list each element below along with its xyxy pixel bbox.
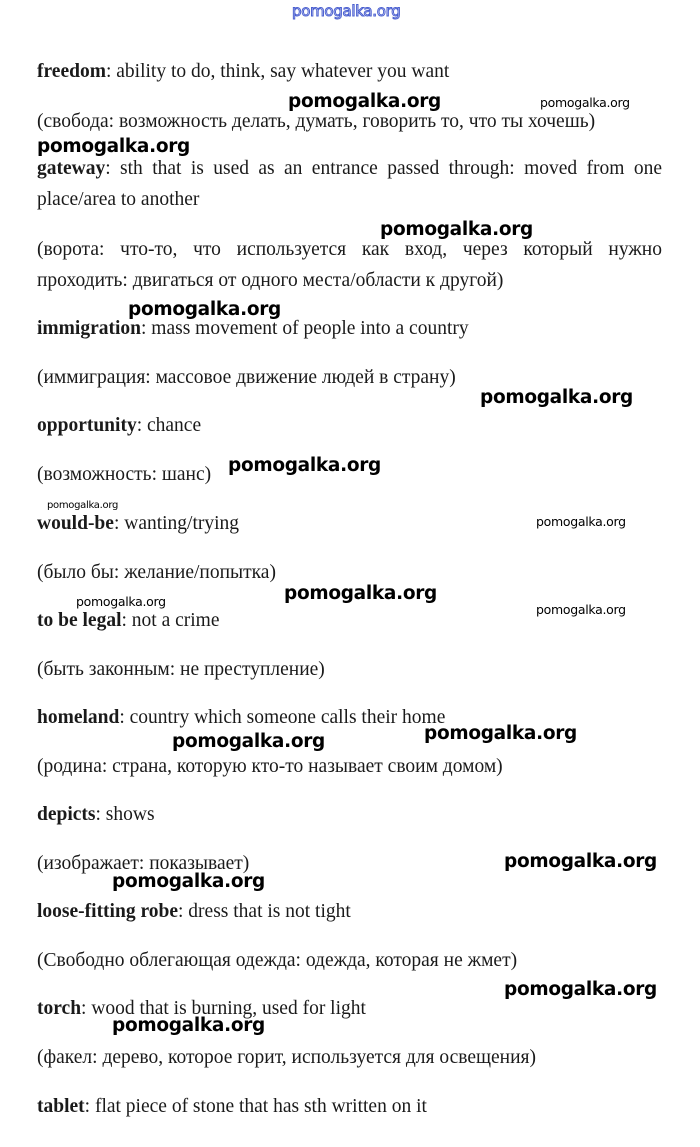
entry-torch-translation: (факел: дерево, которое горит, используется для освещения): [37, 1047, 537, 1068]
term: gateway: [37, 158, 106, 179]
definition: : ability to do, think, say whatever you want: [105, 61, 450, 82]
entry-freedom-translation: (свобода: возможность делать, думать, говорить то, что ты хочешь): [37, 111, 596, 132]
term: homeland: [37, 707, 120, 728]
watermark: pomogalka.org: [424, 723, 577, 744]
term: depicts: [37, 804, 96, 825]
definition: : country which someone calls their home: [119, 707, 446, 728]
watermark: pomogalka.org: [228, 455, 381, 476]
watermark: pomogalka.org: [112, 1015, 265, 1036]
entry-would-be-translation: (было бы: желание/попытка): [37, 562, 276, 583]
entry-gateway-definition: [37, 153, 662, 215]
watermark: pomogalka.org: [536, 514, 626, 529]
definition: : wanting/trying: [113, 513, 240, 534]
watermark: pomogalka.org: [480, 387, 633, 408]
term: torch: [37, 998, 82, 1019]
definition: : sth that is used as an entrance passed through: moved from one place/area to another: [37, 158, 662, 210]
header-watermark[interactable]: pomogalka.org: [292, 2, 401, 20]
watermark: pomogalka.org: [540, 95, 630, 110]
watermark: pomogalka.org: [47, 500, 119, 511]
entry-homeland-translation: (родина: страна, которую кто-то называет своим домом): [37, 756, 503, 777]
definition: : flat piece of stone that has sth written on it: [84, 1096, 427, 1117]
term: would-be: [37, 513, 114, 534]
definition: : mass movement of people into a country: [140, 318, 469, 339]
definition: : wood that is burning, used for light: [81, 998, 366, 1019]
watermark: pomogalka.org: [288, 91, 441, 112]
entry-immigration-translation: (иммиграция: массовое движение людей в страну): [37, 367, 456, 388]
watermark: pomogalka.org: [536, 602, 626, 617]
entry-tablet-definition: [37, 1091, 662, 1122]
watermark: pomogalka.org: [76, 594, 166, 609]
watermark: pomogalka.org: [37, 136, 190, 157]
definition: : shows: [95, 804, 155, 825]
entry-depicts-translation: (изображает: показывает): [37, 853, 250, 874]
definition: : not a crime: [121, 610, 220, 631]
definition: : chance: [136, 415, 202, 436]
watermark: pomogalka.org: [504, 979, 657, 1000]
term: opportunity: [37, 415, 137, 436]
entry-depicts-definition: [37, 799, 662, 830]
term: tablet: [37, 1096, 85, 1117]
entry-loose-fitting-robe-definition: [37, 896, 662, 927]
term: loose-fitting robe: [37, 901, 178, 922]
watermark: pomogalka.org: [128, 299, 281, 320]
entry-opportunity-definition: [37, 410, 662, 441]
entry-opportunity-translation: (возможность: шанс): [37, 464, 212, 485]
term: immigration: [37, 318, 141, 339]
entry-freedom-definition: [37, 56, 662, 87]
definition: : dress that is not tight: [178, 901, 351, 922]
entry-loose-fitting-robe-translation: (Свободно облегающая одежда: одежда, которая не жмет): [37, 950, 518, 971]
entry-gateway-translation: (ворота: что-то, что используется как вход, через который нужно проходить: двигаться от одного места/области к другой): [37, 239, 662, 291]
term: freedom: [37, 61, 106, 82]
watermark: pomogalka.org: [284, 583, 437, 604]
entry-to-be-legal-translation: (быть законным: не преступление): [37, 659, 325, 680]
watermark: pomogalka.org: [172, 731, 325, 752]
watermark: pomogalka.org: [504, 851, 657, 872]
watermark: pomogalka.org: [112, 871, 265, 892]
term: to be legal: [37, 610, 122, 631]
watermark: pomogalka.org: [380, 219, 533, 240]
